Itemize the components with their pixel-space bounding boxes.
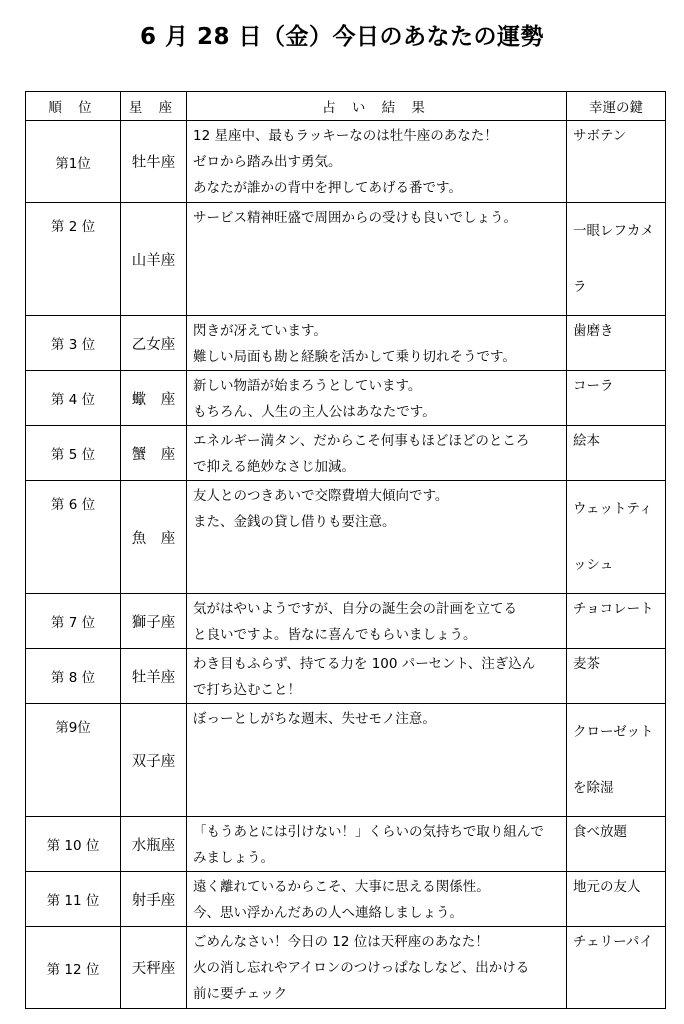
result-cell — [187, 121, 567, 203]
header-rank: 順 位 — [26, 92, 121, 121]
table-row — [26, 872, 666, 927]
result-line: ぼっーとしがちな週末、失せモノ注意。 — [193, 711, 436, 727]
rank-cell: 第 3 位 — [26, 316, 121, 371]
sign-cell: 水瓶座 — [121, 817, 187, 872]
sign-cell: 双子座 — [121, 704, 187, 817]
rank-cell: 第 5 位 — [26, 426, 121, 481]
header-row — [26, 92, 666, 121]
lucky-key-cell: クローゼットを除湿 — [567, 704, 666, 817]
table-row — [26, 927, 666, 1009]
sign-cell: 牡羊座 — [121, 649, 187, 704]
result-line: で打ち込むこと！ — [193, 682, 301, 698]
result-line: 今、思い浮かんだあの人へ連絡しましょう。 — [193, 905, 463, 921]
result-line: 閃きが冴えています。 — [193, 323, 327, 339]
table-row — [26, 316, 666, 371]
table-row — [26, 649, 666, 704]
result-line: 新しい物語が始まろうとしています。 — [193, 378, 422, 394]
table-row — [26, 594, 666, 649]
lucky-key-cell: 絵本 — [567, 426, 666, 481]
result-line: 「もうあとには引けない！」くらいの気持ちで取り組んで — [193, 824, 544, 840]
sign-cell: 山羊座 — [121, 203, 187, 316]
table-row — [26, 371, 666, 426]
rank-cell: 第 2 位 — [26, 203, 121, 316]
result-line: と良いですよ。皆なに喜んでもらいましょう。 — [193, 627, 477, 643]
lucky-key-cell: 食べ放題 — [567, 817, 666, 872]
lucky-key-cell: ウェットティッシュ — [567, 481, 666, 594]
table-row — [26, 817, 666, 872]
lucky-key-cell: 麦茶 — [567, 649, 666, 704]
sign-cell: 獅子座 — [121, 594, 187, 649]
sign-cell: 蠍 座 — [121, 371, 187, 426]
result-cell — [187, 203, 567, 316]
table-row — [26, 426, 666, 481]
result-line: 気がはやいようですが、自分の誕生会の計画を立てる — [193, 601, 517, 617]
result-line: サービス精神旺盛で周囲からの受けも良いでしょう。 — [193, 210, 517, 226]
result-line: 難しい局面も勘と経験を活かして乗り切れそうです。 — [193, 349, 516, 365]
sign-cell: 牡牛座 — [121, 121, 187, 203]
table-row — [26, 121, 666, 203]
header-sign: 星 座 — [121, 92, 187, 121]
lucky-key-cell: 地元の友人 — [567, 872, 666, 927]
rank-cell: 第1位 — [26, 121, 121, 203]
rank-cell: 第 4 位 — [26, 371, 121, 426]
result-cell — [187, 316, 567, 371]
result-line: また、金銭の貸し借りも要注意。 — [193, 514, 396, 530]
result-line: で抑える絶妙なさじ加減。 — [193, 459, 355, 475]
lucky-key-cell: 一眼レフカメラ — [567, 203, 666, 316]
sign-cell: 射手座 — [121, 872, 187, 927]
rank-cell: 第 6 位 — [26, 481, 121, 594]
result-line: あなたが誰かの背中を押してあげる番です。 — [193, 180, 462, 196]
sign-cell: 蟹 座 — [121, 426, 187, 481]
result-line: 友人とのつきあいで交際費増大傾向です。 — [193, 488, 449, 504]
result-cell — [187, 594, 567, 649]
rank-cell: 第 8 位 — [26, 649, 121, 704]
sign-cell: 天秤座 — [121, 927, 187, 1009]
result-line: 遠く離れているからこそ、大事に思える関係性。 — [193, 879, 490, 895]
result-cell — [187, 426, 567, 481]
lucky-key-cell: チェリーパイ — [567, 927, 666, 1009]
table-row — [26, 704, 666, 817]
sign-cell: 魚 座 — [121, 481, 187, 594]
result-line: 火の消し忘れやアイロンのつけっぱなしなど、出かける — [193, 960, 530, 976]
result-line: 前に要チェック — [193, 986, 288, 1002]
result-cell — [187, 649, 567, 704]
result-cell — [187, 817, 567, 872]
result-line: ゼロから踏み出す勇気。 — [193, 154, 342, 170]
result-line: 12 星座中、最もラッキーなのは牡牛座のあなた！ — [193, 128, 498, 144]
lucky-key-cell: チョコレート — [567, 594, 666, 649]
result-cell — [187, 481, 567, 594]
horoscope-table — [25, 91, 666, 1009]
result-line: エネルギー満タン、だからこそ何事もほどほどのところ — [193, 433, 530, 449]
lucky-key-cell: 歯磨き — [567, 316, 666, 371]
header-key: 幸運の鍵 — [567, 92, 666, 121]
lucky-key-cell: コーラ — [567, 371, 666, 426]
sign-cell: 乙女座 — [121, 316, 187, 371]
lucky-key-cell: サボテン — [567, 121, 666, 203]
result-cell — [187, 371, 567, 426]
result-line: ごめんなさい！今日の 12 位は天秤座のあなた！ — [193, 934, 489, 950]
result-cell — [187, 872, 567, 927]
result-line: みましょう。 — [193, 850, 274, 866]
rank-cell: 第9位 — [26, 704, 121, 817]
table-row — [26, 203, 666, 316]
page-title: 6 月 28 日（金）今日のあなたの運勢 — [139, 24, 545, 50]
result-cell — [187, 927, 567, 1009]
rank-cell: 第 7 位 — [26, 594, 121, 649]
rank-cell: 第 12 位 — [26, 927, 121, 1009]
rank-cell: 第 11 位 — [26, 872, 121, 927]
result-line: わき目もふらず、持てる力を 100 パーセント、注ぎ込ん — [193, 656, 536, 672]
rank-cell: 第 10 位 — [26, 817, 121, 872]
table-row — [26, 481, 666, 594]
result-line: もちろん、人生の主人公はあなたです。 — [193, 404, 436, 420]
header-result: 占 い 結 果 — [187, 92, 567, 121]
result-cell — [187, 704, 567, 817]
